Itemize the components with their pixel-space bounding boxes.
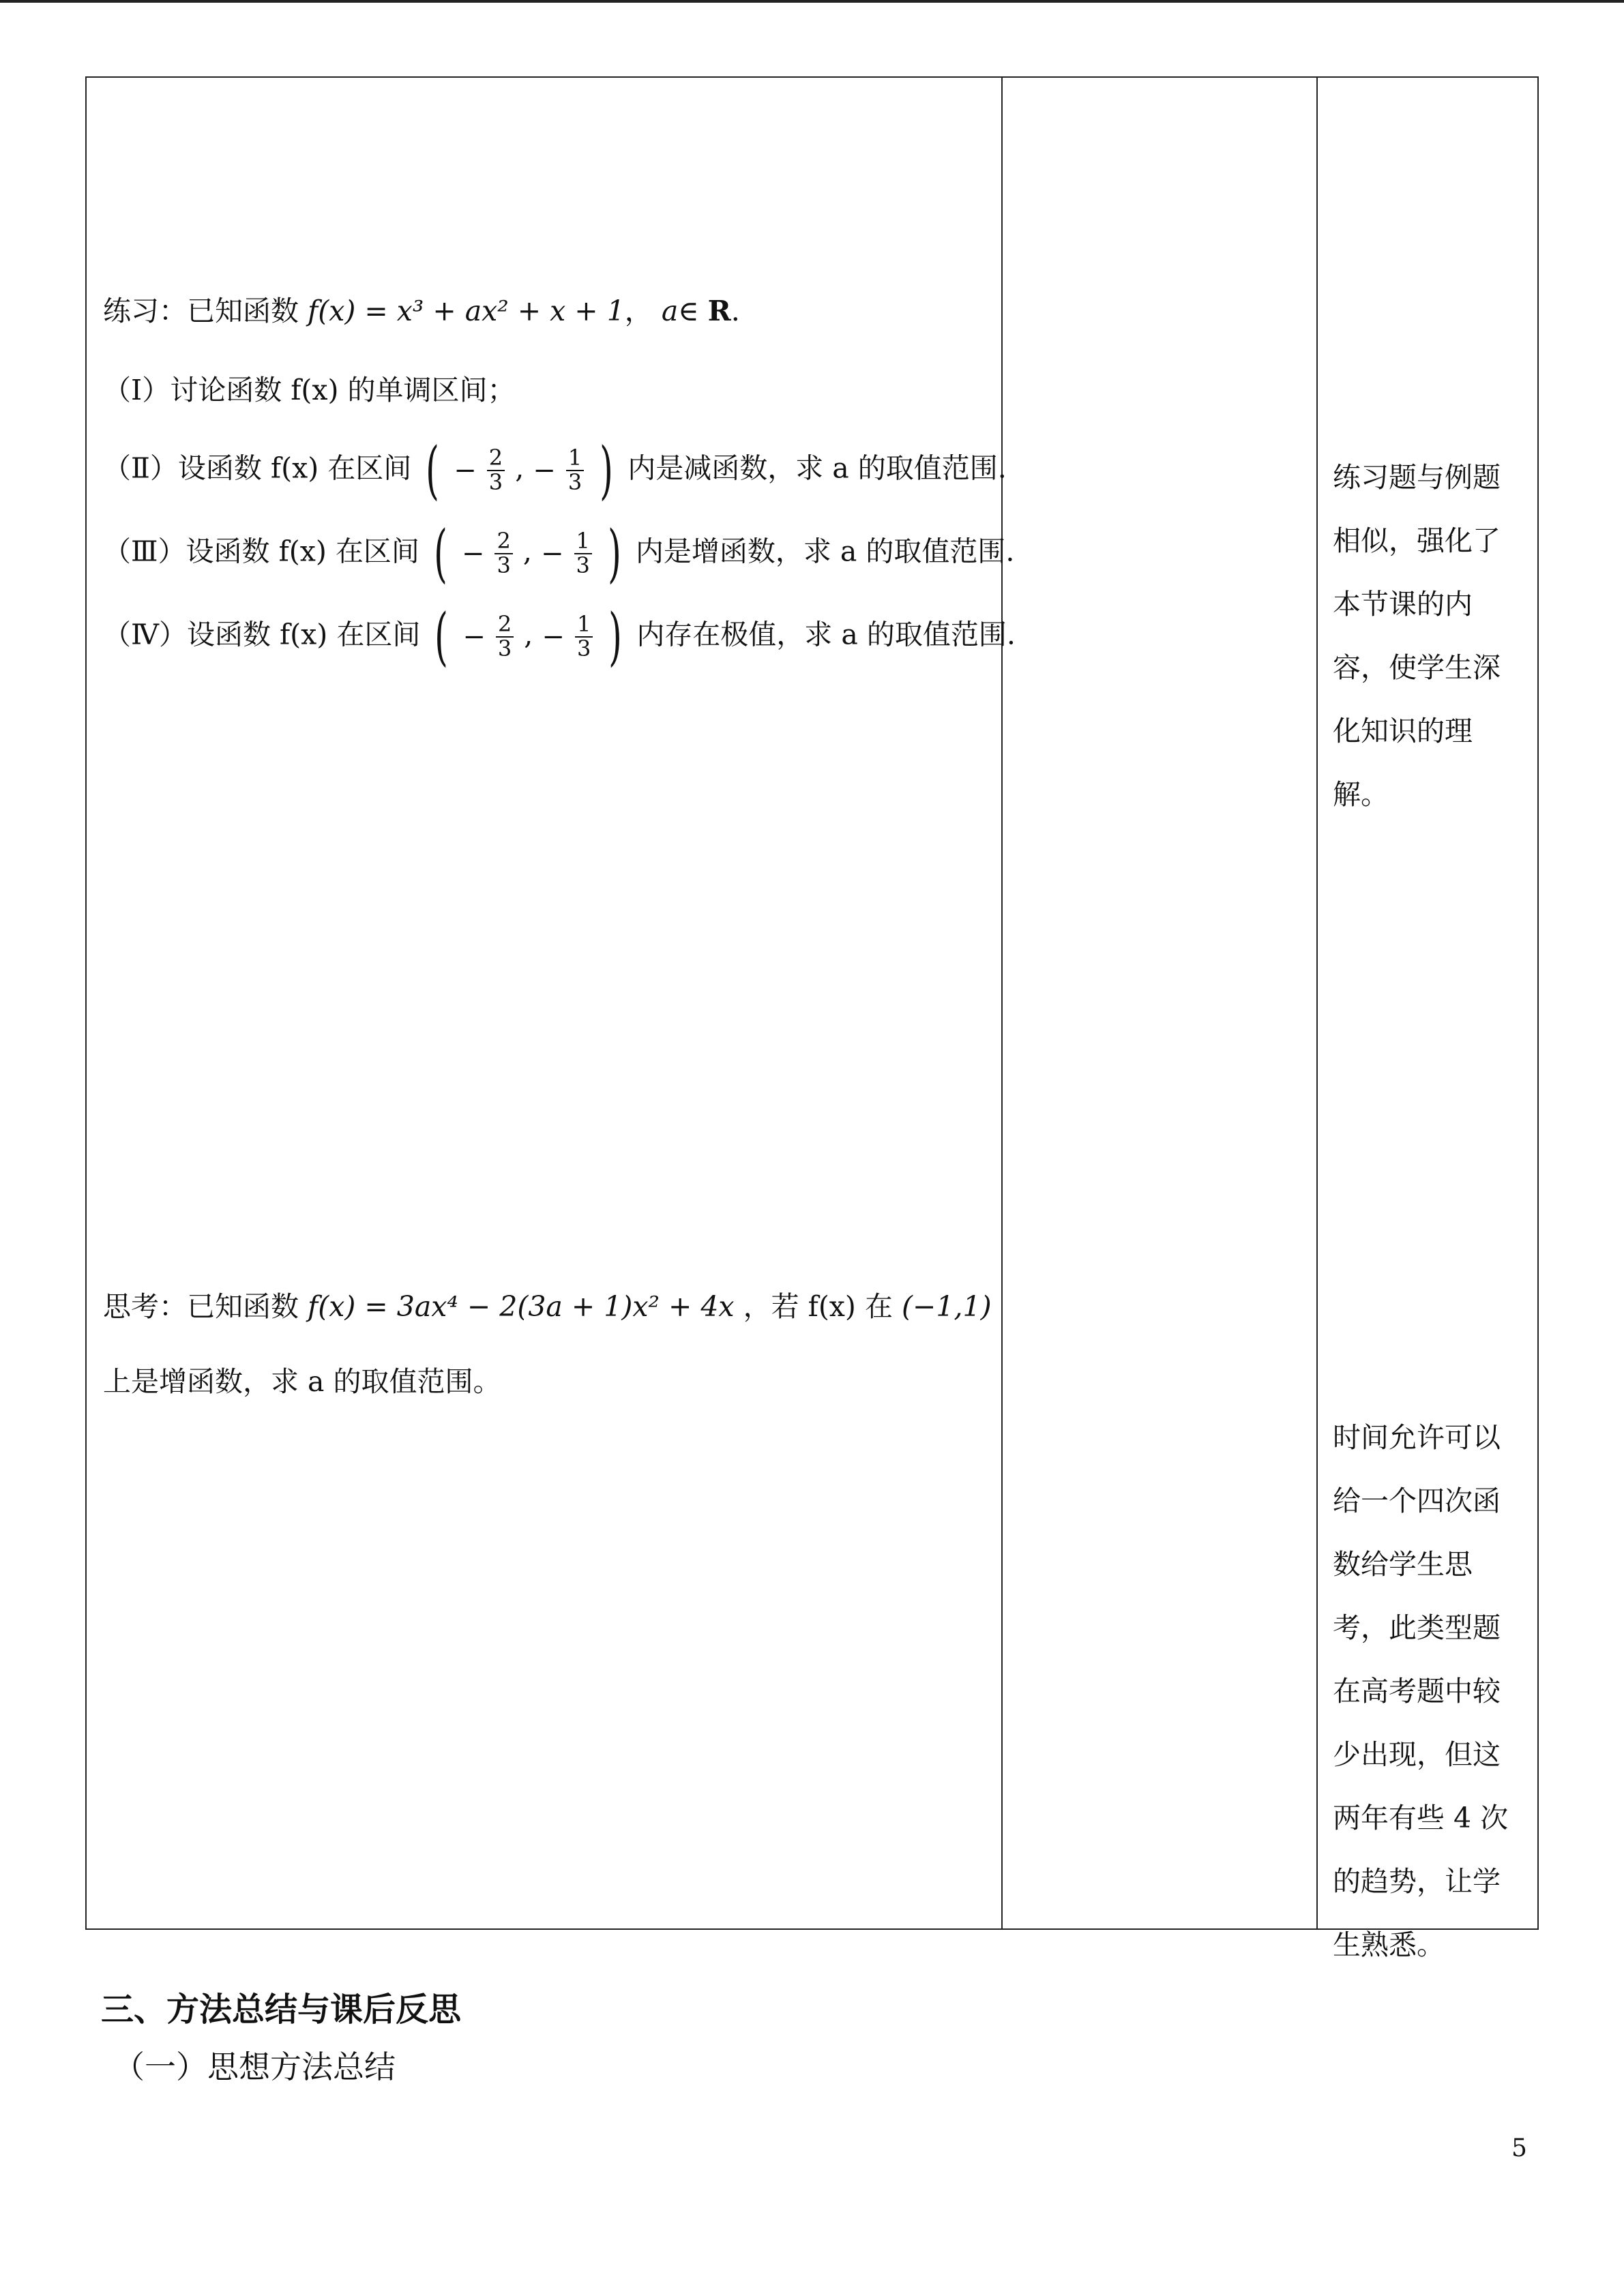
note-line: 的趋势，让学 <box>1333 1865 1501 1898</box>
exercise-question-1: （Ⅰ）讨论函数 f(x) 的单调区间； <box>103 374 516 406</box>
fraction-one-third: $\frac{1}{3}$ <box>566 447 584 494</box>
thinking-condition: ，若 f(x) 在 <box>743 1290 893 1323</box>
note-line: 考，此类型题 <box>1333 1611 1501 1644</box>
note-line: 时间允许可以 <box>1333 1421 1501 1454</box>
exercise-domain-set: R <box>707 295 731 327</box>
note-line: 生熟悉。 <box>1333 1928 1445 1961</box>
exercise-intro-label: 练习：已知函数 <box>103 295 299 327</box>
left-paren: ( <box>434 517 447 590</box>
fraction-one-third: $\frac{1}{3}$ <box>574 530 592 577</box>
lesson-table <box>85 76 1539 1961</box>
thinking-line-2: 上是增函数，求 a 的取值范围。 <box>103 1365 501 1398</box>
fraction-two-thirds: $\frac{2}{3}$ <box>496 613 514 660</box>
note-line: 相似，强化了 <box>1333 524 1501 557</box>
note-line: 本节课的内 <box>1333 588 1473 621</box>
fraction-two-thirds: $\frac{2}{3}$ <box>487 447 505 494</box>
note-line: 给一个四次函 <box>1333 1485 1501 1517</box>
note-line: 少出现，但这 <box>1333 1738 1501 1771</box>
note-exercise <box>1333 446 1531 826</box>
top-border-line <box>0 0 1624 3</box>
notes-cell <box>1316 78 1539 1961</box>
note-line: 练习题与例题 <box>1333 461 1501 494</box>
exercise-function: f(x) = x³ + ax² + x + 1 <box>308 295 625 327</box>
fraction-two-thirds: $\frac{2}{3}$ <box>494 530 512 577</box>
thinking-function: f(x) = 3ax⁴ − 2(3a + 1)x² + 4x <box>308 1290 735 1323</box>
exercise-domain-separator: ， <box>624 295 653 327</box>
question-2-prefix: （Ⅱ）设函数 f(x) 在区间 <box>103 451 412 485</box>
note-line: 化知识的理 <box>1333 715 1473 747</box>
note-thinking <box>1333 1406 1531 1977</box>
note-line: 解。 <box>1333 778 1389 811</box>
exercise-intro <box>103 295 740 328</box>
section-subheading: （一）思想方法总结 <box>113 2048 396 2085</box>
question-4-suffix: 内存在极值，求 a 的取值范围. <box>636 618 1016 651</box>
note-line: 容，使学生深 <box>1333 651 1501 684</box>
content-cell <box>87 78 1016 1928</box>
right-paren: ) <box>608 600 623 673</box>
minus-sign: − <box>533 455 556 486</box>
minus-sign: − <box>454 455 477 486</box>
minus-sign: − <box>542 621 565 653</box>
minus-sign: − <box>540 538 564 569</box>
note-line: 两年有些 4 次 <box>1333 1802 1509 1834</box>
question-3-suffix: 内是增函数，求 a 的取值范围. <box>635 535 1015 568</box>
right-paren: ) <box>608 517 621 590</box>
comma: , <box>515 451 525 485</box>
fraction-one-third: $\frac{1}{3}$ <box>575 613 593 660</box>
note-line: 数给学生思 <box>1333 1548 1473 1581</box>
left-paren: ( <box>434 600 449 673</box>
thinking-interval: (−1,1) <box>902 1290 992 1323</box>
right-paren: ) <box>600 434 614 507</box>
thinking-intro: 思考：已知函数 <box>103 1290 299 1323</box>
thinking-line-1 <box>103 1290 992 1324</box>
exercise-question-2 <box>103 434 1007 507</box>
comma: , <box>522 535 532 568</box>
column-divider-1 <box>1001 78 1003 1928</box>
exercise-question-3 <box>103 517 1015 590</box>
exercise-question-4 <box>103 600 1016 673</box>
comma: , <box>524 618 533 651</box>
question-2-suffix: 内是减函数，求 a 的取值范围. <box>628 451 1007 485</box>
minus-sign: − <box>462 621 486 653</box>
question-4-prefix: （Ⅳ）设函数 f(x) 在区间 <box>103 618 421 651</box>
exercise-domain: a∈ <box>661 295 699 327</box>
minus-sign: − <box>461 538 485 569</box>
left-paren: ( <box>426 434 440 507</box>
exercise-end-mark: . <box>730 295 740 327</box>
section-heading: 三、方法总结与课后反思 <box>101 1991 462 2029</box>
note-line: 在高考题中较 <box>1333 1675 1501 1708</box>
page-number: 5 <box>1511 2134 1527 2162</box>
question-3-prefix: （Ⅲ）设函数 f(x) 在区间 <box>103 535 419 568</box>
